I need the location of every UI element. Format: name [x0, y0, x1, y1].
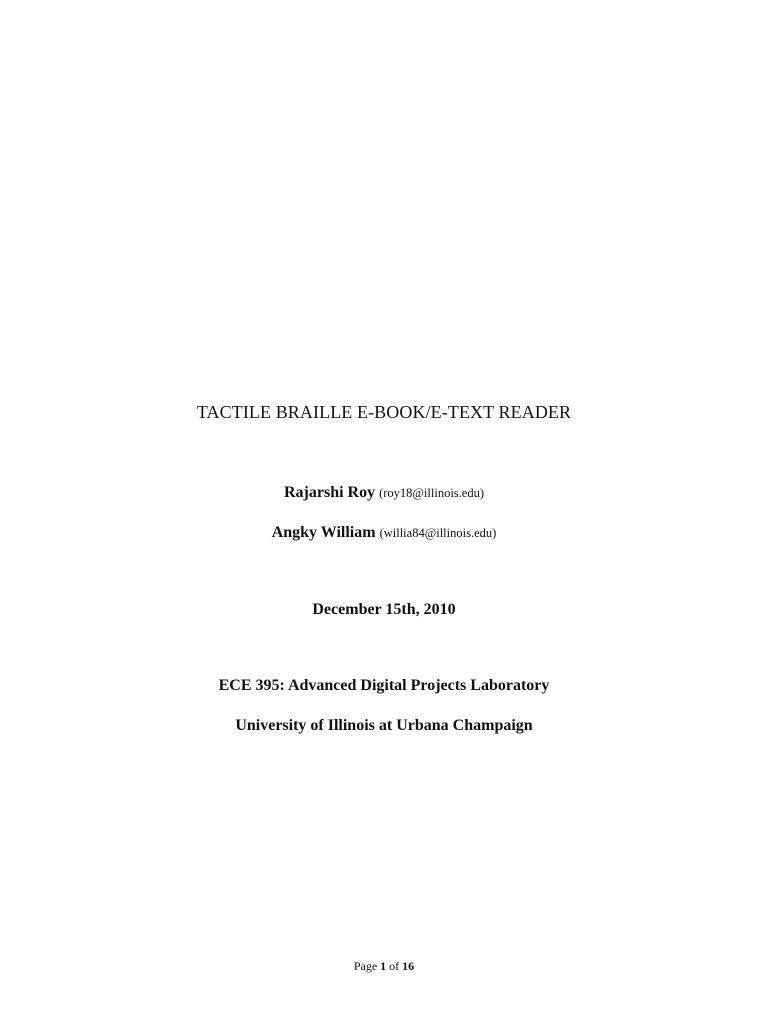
page-label: Page: [353, 959, 378, 973]
author-line: [0, 524, 768, 542]
author-line: [0, 484, 768, 502]
author-email: (willia84@illinois.edu): [379, 526, 497, 540]
author-email: (roy18@illinois.edu): [379, 486, 484, 500]
document-title: TACTILE BRAILLE E-BOOK/E-TEXT READER: [196, 402, 572, 422]
page-number-footer: [0, 959, 768, 974]
current-page-number: 1: [380, 959, 387, 973]
author-name: Rajarshi Roy: [283, 484, 376, 501]
total-pages-number: 16: [402, 959, 415, 973]
page-of-label: of: [389, 959, 400, 973]
university-name: University of Illinois at Urbana Champaign: [235, 717, 533, 734]
course-name: ECE 395: Advanced Digital Projects Laboratory: [218, 677, 550, 694]
document-date: December 15th, 2010: [312, 601, 456, 618]
author-name: Angky William: [271, 524, 376, 541]
